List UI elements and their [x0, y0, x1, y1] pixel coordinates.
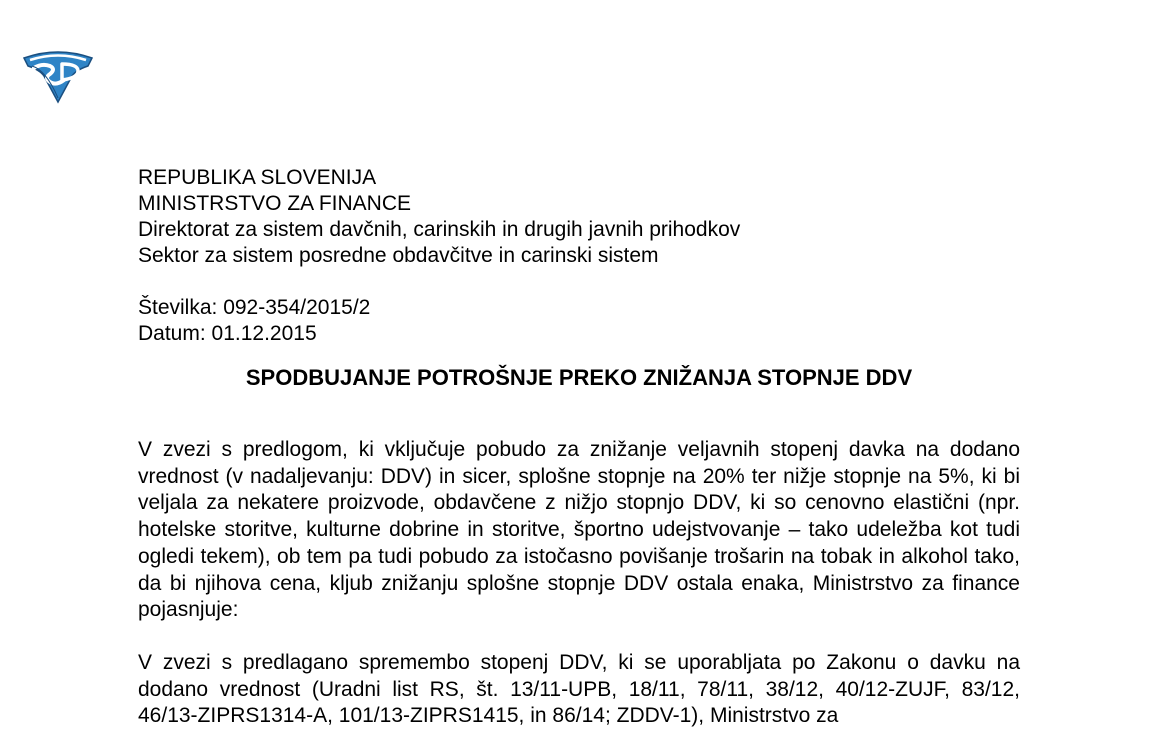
- document-date: Datum: 01.12.2015: [138, 322, 317, 345]
- body-paragraph: V zvezi s predlogom, ki vključuje pobudo za znižanje veljavnih stopenj davka na dodano vrednost (v nadaljevanju: DDV) in sicer, splošne stopnje na 20% ter nižje stopnje na 5%, ki bi veljala za nekatere proizvode, obdavčene z nižjo stopnjo DDV, ki so cenovno elastični (npr. hotelske storitve, kulturne dobrine in storitve, športno udejstvovanje – tako udeležba kot tudi ogledi tekem), ob tem pa tudi pobudo za istočasno povišanje trošarin na tobak in alkohol tako, da bi njihova cena, kljub znižanju splošne stopnje DDV ostala enaka, Ministrstvo za finance pojasnjuje:: [138, 438, 1020, 622]
- spacer: [138, 269, 1020, 295]
- directorate-name: Direktorat za sistem davčnih, carinskih in drugih javnih prihodkov: [138, 218, 741, 241]
- body-paragraph: V zvezi s predlagano spremembo stopenj DDV, ki se uporabljata po Zakonu o davku na dodano vrednost (Uradni list RS, št. 13/11-UPB, 18/11, 78/11, 38/12, 40/12-ZUJF, 83/12, 46/13-ZIPRS1314-A, 101/13-ZIPRS1415, in 86/14; ZDDV-1), Ministrstvo za: [138, 650, 1020, 728]
- sector-name: Sektor za sistem posredne obdavčitve in carinski sistem: [138, 244, 659, 267]
- shield-logo-icon: [20, 46, 96, 104]
- document-title: SPODBUJANJE POTROŠNJE PREKO ZNIŽANJA STOPNJE DDV: [245, 365, 913, 390]
- letter-body: [138, 165, 1020, 730]
- document-number: Številka: 092-354/2015/2: [138, 296, 371, 319]
- country-name: REPUBLIKA SLOVENIJA: [138, 166, 377, 189]
- ministry-logo: [20, 46, 96, 104]
- ministry-name: MINISTRSTVO ZA FINANCE: [138, 192, 412, 215]
